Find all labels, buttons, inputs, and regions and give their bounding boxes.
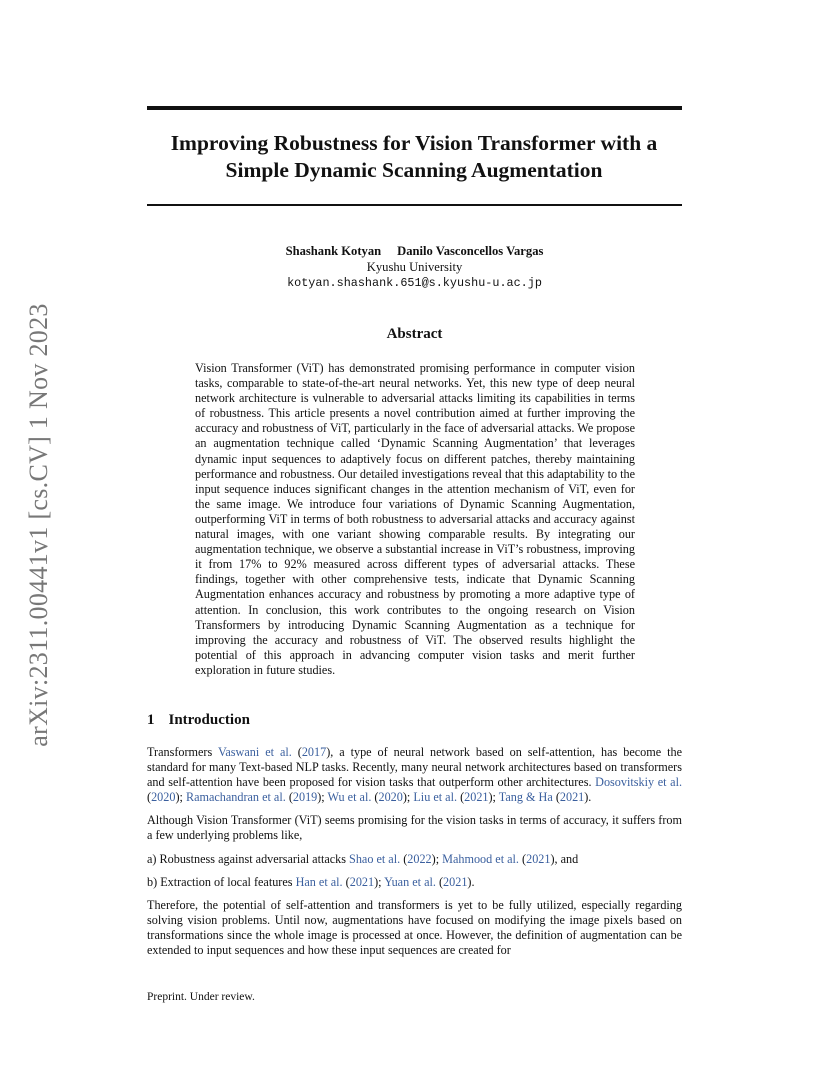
- citation-link[interactable]: Mahmood et al.: [442, 851, 519, 866]
- citation-link[interactable]: 2017: [301, 745, 327, 759]
- citation-link[interactable]: Han et al.: [295, 874, 343, 889]
- paragraph: Transformers Vaswani et al. (2017), a type of neural network based on self-attention, has become the standard for many Text-based NLP tasks. Recently, many neural network architectures based on transformers and self-attention have been proposed for vision tasks that outperform other architectures. Dosovitskiy et al. (2020); Ramachandran et al. (2019); Wu et al. (2020); Liu et al. (2021); Tang & Ha (2021).: [147, 745, 682, 805]
- citation-link[interactable]: 2021: [559, 790, 585, 805]
- section-number: 1: [147, 712, 155, 728]
- citation-link[interactable]: Tang & Ha: [498, 790, 553, 805]
- section-title: Introduction: [168, 712, 250, 728]
- citation-link[interactable]: Vaswani et al.: [217, 745, 292, 759]
- citation-link[interactable]: Shao et al.: [349, 851, 401, 866]
- list-item: b) Extraction of local features Han et al. (2021); Yuan et al. (2021).: [147, 874, 475, 889]
- abstract-heading: Abstract: [386, 326, 443, 342]
- title-line-1: Improving Robustness for Vision Transformer with a: [170, 131, 658, 155]
- paper-title: [130, 130, 698, 184]
- paragraph: Although Vision Transformer (ViT) seems promising for the vision tasks in terms of accuracy, it suffers from a few underlying problems like,: [147, 813, 682, 843]
- citation-link[interactable]: Ramachandran et al.: [185, 790, 286, 805]
- citation-link[interactable]: 2021: [526, 851, 551, 866]
- introduction-body: [147, 745, 682, 966]
- citation-link[interactable]: Yuan et al.: [384, 874, 436, 889]
- title-rule-bottom: [147, 204, 682, 206]
- paragraph: Therefore, the potential of self-attention and transformers is yet to be fully utilized, especially regarding solving vision problems. Until now, augmentations have focused on modifying the image pixels based on transformations since the whole image is processed at once. However, the definition of augmentation can be extended to input sequences and how these input sequences are created for: [147, 897, 682, 958]
- citation-link[interactable]: 2020: [378, 790, 403, 805]
- author-name: Shashank Kotyan: [285, 244, 382, 258]
- title-rule-top: [147, 106, 682, 110]
- arxiv-stamp: arXiv:2311.00441v1 [cs.CV] 1 Nov 2023: [24, 303, 53, 747]
- affiliation: Kyushu University: [366, 260, 463, 274]
- author-name: Danilo Vasconcellos Vargas: [397, 244, 544, 258]
- citation-link[interactable]: Liu et al.: [413, 790, 458, 805]
- title-line-2: Simple Dynamic Scanning Augmentation: [225, 158, 603, 182]
- citation-link[interactable]: Dosovitskiy et al.: [595, 775, 682, 790]
- section-heading-introduction: [147, 712, 250, 729]
- citation-link[interactable]: 2021: [349, 874, 375, 889]
- abstract-text: Vision Transformer (ViT) has demonstrated promising performance in computer vision tasks, comparable to state-of-the-art neural networks. Yet, this new type of deep neural network architecture is vulnerable to adversarial attacks limiting its capabilities in terms of robustness. This article presents a novel contribution aimed at further improving the accuracy and robustness of ViT, particularly in the face of adversarial attacks. We propose an augmentation technique called ‘Dynamic Scanning Augmentation’ that leverages dynamic input sequences to adaptively focus on different patches, thereby maintaining performance and robustness. Our detailed investigations reveal that this adaptability to the input sequence induces significant changes in the attention mechanism of ViT, even for the same image. We introduce four variations of Dynamic Scanning Augmentation, outperforming ViT in terms of both robustness to adversarial attacks and accuracy against natural images, with one variant showing comparable results. By integrating our augmentation technique, we observe a substantial increase in ViT’s robustness, improving it from 17% to 92% measured across different types of adversarial attacks. These findings, together with other comprehensive tests, indicate that Dynamic Scanning Augmentation enhances accuracy and robustness by promoting a more adaptive type of attention. In conclusion, this work contributes to the ongoing research on Vision Transformers by introducing Dynamic Scanning Augmentation as a technique for improving the accuracy and robustness of ViT. The observed results highlight the potential of this approach in advancing computer vision tasks and merit further exploration in future studies.: [195, 361, 635, 677]
- list-item: a) Robustness against adversarial attacks Shao et al. (2022); Mahmood et al. (2021), and: [147, 851, 579, 866]
- footer-note: Preprint. Under review.: [147, 991, 255, 1003]
- citation-link[interactable]: 2022: [407, 851, 432, 866]
- citation-link[interactable]: 2021: [464, 790, 489, 805]
- citation-link[interactable]: 2021: [443, 874, 468, 889]
- author-names: [147, 243, 682, 259]
- author-block: [147, 243, 682, 291]
- citation-link[interactable]: Wu et al.: [327, 790, 372, 805]
- citation-link[interactable]: 2019: [292, 790, 318, 805]
- citation-link[interactable]: 2020: [151, 790, 176, 805]
- author-email: kotyan.shashank.651@s.kyushu-u.ac.jp: [287, 276, 542, 290]
